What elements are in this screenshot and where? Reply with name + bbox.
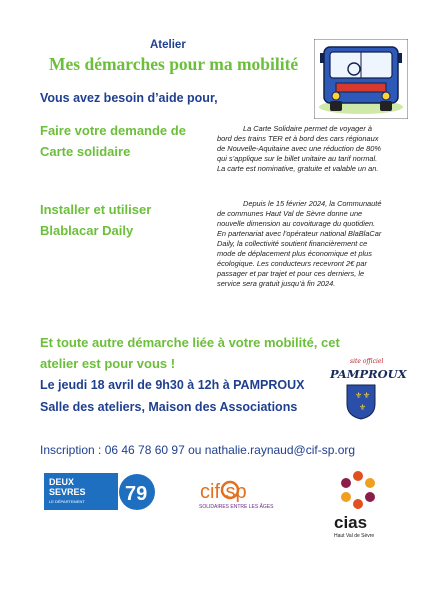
service-heading-blablacar: Installer et utiliser Blablacar Daily: [40, 202, 152, 238]
registration-contact: Inscription : 06 46 78 60 97 ou nathalie.raynaud@cif-sp.org: [40, 443, 356, 457]
cias-logo: [326, 468, 392, 542]
pamproux-name: PAMPROUX: [330, 367, 407, 381]
svg-text:⚜: ⚜: [363, 391, 371, 400]
blablacar-description: Depuis le 15 février 2024, la Communauté de communes Haut Val de Sèvre donne une nouvelle dimension au covoiturage du quotidien. En partenariat avec l’opérateur national BlaBlaCar Daily, la collectivité soutient financièrement ce mode de déplacement plus économique et plus écologique. Les conducteurs recevront 2€ par passager et par trajet et pour ces derniers, le service sera gratuit jusqu’à fin 2024.: [217, 199, 382, 288]
deux-sevres-line-1: DEUX: [49, 477, 75, 487]
cias-sub: Haut Val de Sèvre: [334, 533, 375, 539]
event-place: Salle des ateliers, Maison des Associations: [40, 400, 298, 414]
deux-sevres-line-3: LE DÉPARTEMENT: [49, 499, 85, 504]
deux-sevres-number: 79: [125, 483, 148, 505]
pamproux-badge: [328, 358, 407, 424]
pamproux-coat-of-arms-icon: [346, 384, 376, 420]
carte-solidaire-description: La Carte Solidaire permet de voyager à bord des trains TER et à bord des cars régionaux de Nouvelle-Aquitaine avec une réduction de 80% qui s’applique sur le billet unitaire au tarif normal. La carte est nominative, gratuite et valable un an.: [217, 124, 381, 173]
cifsp-logo: [190, 477, 290, 511]
atelier-kicker: Atelier: [150, 39, 186, 51]
cias-name: cias: [334, 513, 368, 532]
svg-text:⚜: ⚜: [355, 391, 363, 400]
deux-sevres-logo: [43, 470, 160, 513]
svg-text:⚜: ⚜: [359, 403, 367, 412]
intro-text: Vous avez besoin d’aide pour,: [40, 91, 218, 105]
event-date: Le jeudi 18 avril de 9h30 à 12h à PAMPROUX: [40, 378, 305, 392]
cifsp-tagline: SOLIDAIRES ENTRE LES ÂGES: [199, 504, 274, 510]
deux-sevres-line-2: SEVRES: [49, 487, 86, 497]
cifsp-name: cif sp: [200, 481, 247, 503]
pamproux-script: site officiel: [350, 358, 384, 365]
page-title: Mes démarches pour ma mobilité: [49, 54, 299, 74]
other-demarches-text: Et toute autre démarche liée à votre mobilité, cet atelier est pour vous !: [40, 335, 340, 371]
service-heading-carte-solidaire: Faire votre demande de Carte solidaire: [40, 123, 186, 159]
bus-illustration: [314, 39, 408, 119]
